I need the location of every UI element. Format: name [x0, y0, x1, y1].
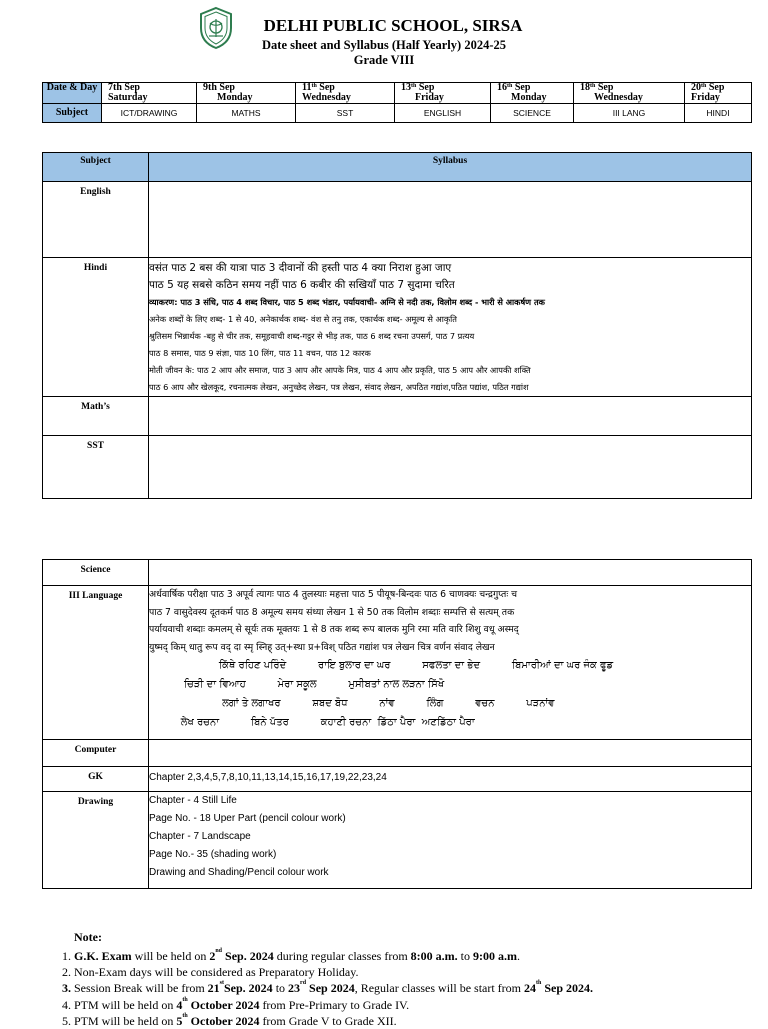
date-cell: 11th Sep Wednesday	[296, 83, 395, 104]
date-cell: 20th Sep Friday	[685, 83, 752, 104]
note-item: 1. G.K. Exam will be held on 2nd Sep. 2024 during regular classes from 8:00 a.m. to 9:00 a.m.	[74, 948, 762, 964]
syllabus-table-1	[42, 152, 752, 499]
subject-third-language: III Language	[43, 586, 149, 740]
drawing-syllabus	[149, 792, 752, 889]
note-item: 5. PTM will be held on 5th October 2024 from Grade V to Grade XII.	[74, 1013, 762, 1029]
hindi-line: पाठ 5 यह सबसे कठिन समय नहीं पाठ 6 कबीर की सखियाँ पाठ 7 सुदामा चरित	[149, 279, 455, 291]
drawing-line: Drawing and Shading/Pencil colour work	[149, 867, 329, 878]
subject-row	[43, 104, 752, 123]
hindi-line: व्याकरण: पाठ 3 संधि, पाठ 4 शब्द विचार, पाठ 5 शब्द भंडार, पर्यायवाची- अग्नि से नदी तक, विलोम शब्द - भारी से आकर्षण तक	[149, 297, 545, 307]
note-section	[52, 930, 762, 1029]
syllabus-row-third-language	[43, 586, 752, 740]
third-language-syllabus	[149, 586, 752, 740]
note-item: 4. PTM will be held on 4th October 2024 from Pre-Primary to Grade IV.	[74, 997, 762, 1013]
hindi-line: पाठ 6 आप और खेलकूद, रचनात्मक लेखन, अनुच्छेद लेखन, पत्र लेखन, संवाद लेखन, अपठित गद्यांश,पठित पद्यांश, पठित गद्यांश	[149, 382, 529, 392]
subject-english: English	[43, 182, 149, 258]
school-name: DELHI PUBLIC SCHOOL, SIRSA	[263, 16, 523, 35]
document-subtitle: Date sheet and Syllabus (Half Yearly) 2024-25	[262, 38, 506, 52]
subject-science: Science	[43, 560, 149, 586]
syllabus-row-science	[43, 560, 752, 586]
note-item: 2. Non-Exam days will be considered as Preparatory Holiday.	[74, 964, 762, 980]
sanskrit-line: युष्मद् किम् धातु रूप वद् दा स्मृ स्निह् उत्+स्था प्र+विश् पठित गद्यांश पत्र लेखन चित्र वर्णन संवाद लेखन	[149, 641, 495, 653]
punjabi-line: ਲੇਖ ਰਚਨਾ ਬਿਨੇ ਪੱਤਰ ਕਹਾਣੀ ਰਚਨਾ ਡਿੱਠਾ ਪੈਰਾ ਅਣਡਿੱਠਾ ਪੈਰਾ	[149, 717, 475, 728]
exam-subject: MATHS	[197, 104, 296, 123]
syllabus-row-english	[43, 182, 752, 258]
subject-drawing: Drawing	[43, 792, 149, 889]
punjabi-line: ਚਿੜੀ ਦਾ ਵਿਆਹ ਮੇਰਾ ਸਕੂਲ ਮੁਸੀਬਤਾਂ ਨਾਲ ਲੜਨਾ ਸਿੱਖੋ	[149, 679, 445, 690]
sanskrit-line: पर्यायवाची शब्दाः कमलम् से सूर्यः तक मूक्तयः 1 से 8 तक शब्द रूप बालक मुनि रमा मति वारि शिशु वधू अस्मद्	[149, 624, 519, 635]
science-syllabus	[149, 560, 752, 586]
subject-gk: GK	[43, 767, 149, 792]
note-item: 3. Session Break will be from 21stSep. 2024 to 23rd Sep 2024, Regular classes will be start from 24th Sep 2024.	[74, 980, 762, 996]
english-syllabus	[149, 182, 752, 258]
date-day-header: Date & Day	[43, 83, 102, 104]
exam-subject: SST	[296, 104, 395, 123]
note-list	[52, 948, 762, 1029]
syllabus-row-drawing	[43, 792, 752, 889]
punjabi-line: ਲਗਾਂ ਤੇ ਲਗਾਖਰ ਸ਼ਬਦ ਬੋਧ ਨਾਂਵ ਲਿੰਗ ਵਚਨ ਪੜਨਾਂਵ	[149, 698, 555, 709]
date-cell: 9th Sep Monday	[197, 83, 296, 104]
exam-subject: ICT/DRAWING	[102, 104, 197, 123]
syllabus-column-header: Syllabus	[149, 153, 752, 182]
syllabus-row-gk	[43, 767, 752, 792]
syllabus-row-sst	[43, 436, 752, 499]
hindi-line: श्रुतिसम भिन्नार्थक -बहु से चीर तक, समूहवाची शब्द-गट्ठर से भीड़ तक, पाठ 6 शब्द रचना उपसर्ग, पाठ 7 प्रत्यय	[149, 331, 475, 341]
computer-syllabus	[149, 740, 752, 767]
sanskrit-line: पाठ 7 वासुदेवस्य दूतकर्म पाठ 8 अमूल्य समय संध्या लेखन 1 से 50 तक विलोम शब्दाः सम्पत्ति से सत्यम् तक	[149, 606, 515, 618]
syllabus-header-row	[43, 153, 752, 182]
subject-sst: SST	[43, 436, 149, 499]
drawing-line: Chapter - 7 Landscape	[149, 831, 251, 842]
syllabus-row-computer	[43, 740, 752, 767]
date-sheet-table	[42, 82, 752, 123]
hindi-line: वसंत पाठ 2 बस की यात्रा पाठ 3 दीवानों की हस्ती पाठ 4 क्या निराश हुआ जाए	[149, 262, 452, 274]
exam-subject: SCIENCE	[491, 104, 574, 123]
hindi-line: मोती जीवन के: पाठ 2 आप और समाज, पाठ 3 आप और आपके मित्र, पाठ 4 आप और प्रकृति, पाठ 5 आप और आपकी शक्ति	[149, 365, 531, 375]
date-row	[43, 83, 752, 104]
gk-text: Chapter 2,3,4,5,7,8,10,11,13,14,15,16,17,19,22,23,24	[149, 772, 387, 783]
drawing-line: Page No.- 35 (shading work)	[149, 849, 277, 860]
sst-syllabus	[149, 436, 752, 499]
subject-column-header: Subject	[43, 153, 149, 182]
subject-header: Subject	[43, 104, 102, 123]
gk-syllabus	[149, 767, 752, 792]
exam-subject: HINDI	[685, 104, 752, 123]
maths-syllabus	[149, 397, 752, 436]
hindi-syllabus	[149, 258, 752, 397]
grade-label: Grade VIII	[353, 53, 415, 67]
subject-maths: Math’s	[43, 397, 149, 436]
exam-subject: III LANG	[574, 104, 685, 123]
hindi-line: पाठ 8 समास, पाठ 9 संज्ञा, पाठ 10 लिंग, पाठ 11 वचन, पाठ 12 कारक	[149, 348, 371, 358]
drawing-line: Chapter - 4 Still Life	[149, 795, 237, 806]
date-cell: 18th Sep Wednesday	[574, 83, 685, 104]
exam-subject: ENGLISH	[395, 104, 491, 123]
syllabus-table-2	[42, 559, 752, 889]
syllabus-row-hindi	[43, 258, 752, 397]
punjabi-line: ਕਿੱਥੇ ਰਹਿਣ ਪਰਿੰਦੇ ਰਾਇ ਬੁਲਾਰ ਦਾ ਘਰ ਸਫਲਤਾ ਦਾ ਭੇਦ ਬਿਮਾਰੀਆਂ ਦਾ ਘਰ ਜੰਕ ਫੂਡ	[149, 660, 614, 671]
date-cell: 7th Sep Saturday	[102, 83, 197, 104]
note-title: Note:	[74, 930, 102, 944]
date-cell: 13th Sep Friday	[395, 83, 491, 104]
drawing-line: Page No. - 18 Uper Part (pencil colour work)	[149, 813, 346, 824]
sanskrit-line: अर्धवार्षिक परीक्षा पाठ 3 अपूर्व त्यागः पाठ 4 तुलस्याः महत्ता पाठ 5 पीयूष-बिन्दवः पाठ 6 चाणक्यः चन्द्रगुप्तः च	[149, 589, 518, 600]
subject-computer: Computer	[43, 740, 149, 767]
date-cell: 16th Sep Monday	[491, 83, 574, 104]
hindi-line: अनेक शब्दों के लिए शब्द- 1 से 40, अनेकार्थक शब्द- वंश से तनु तक, एकार्थक शब्द- अमूल्य से आकृति	[149, 314, 457, 324]
syllabus-row-maths	[43, 397, 752, 436]
subject-hindi: Hindi	[43, 258, 149, 397]
